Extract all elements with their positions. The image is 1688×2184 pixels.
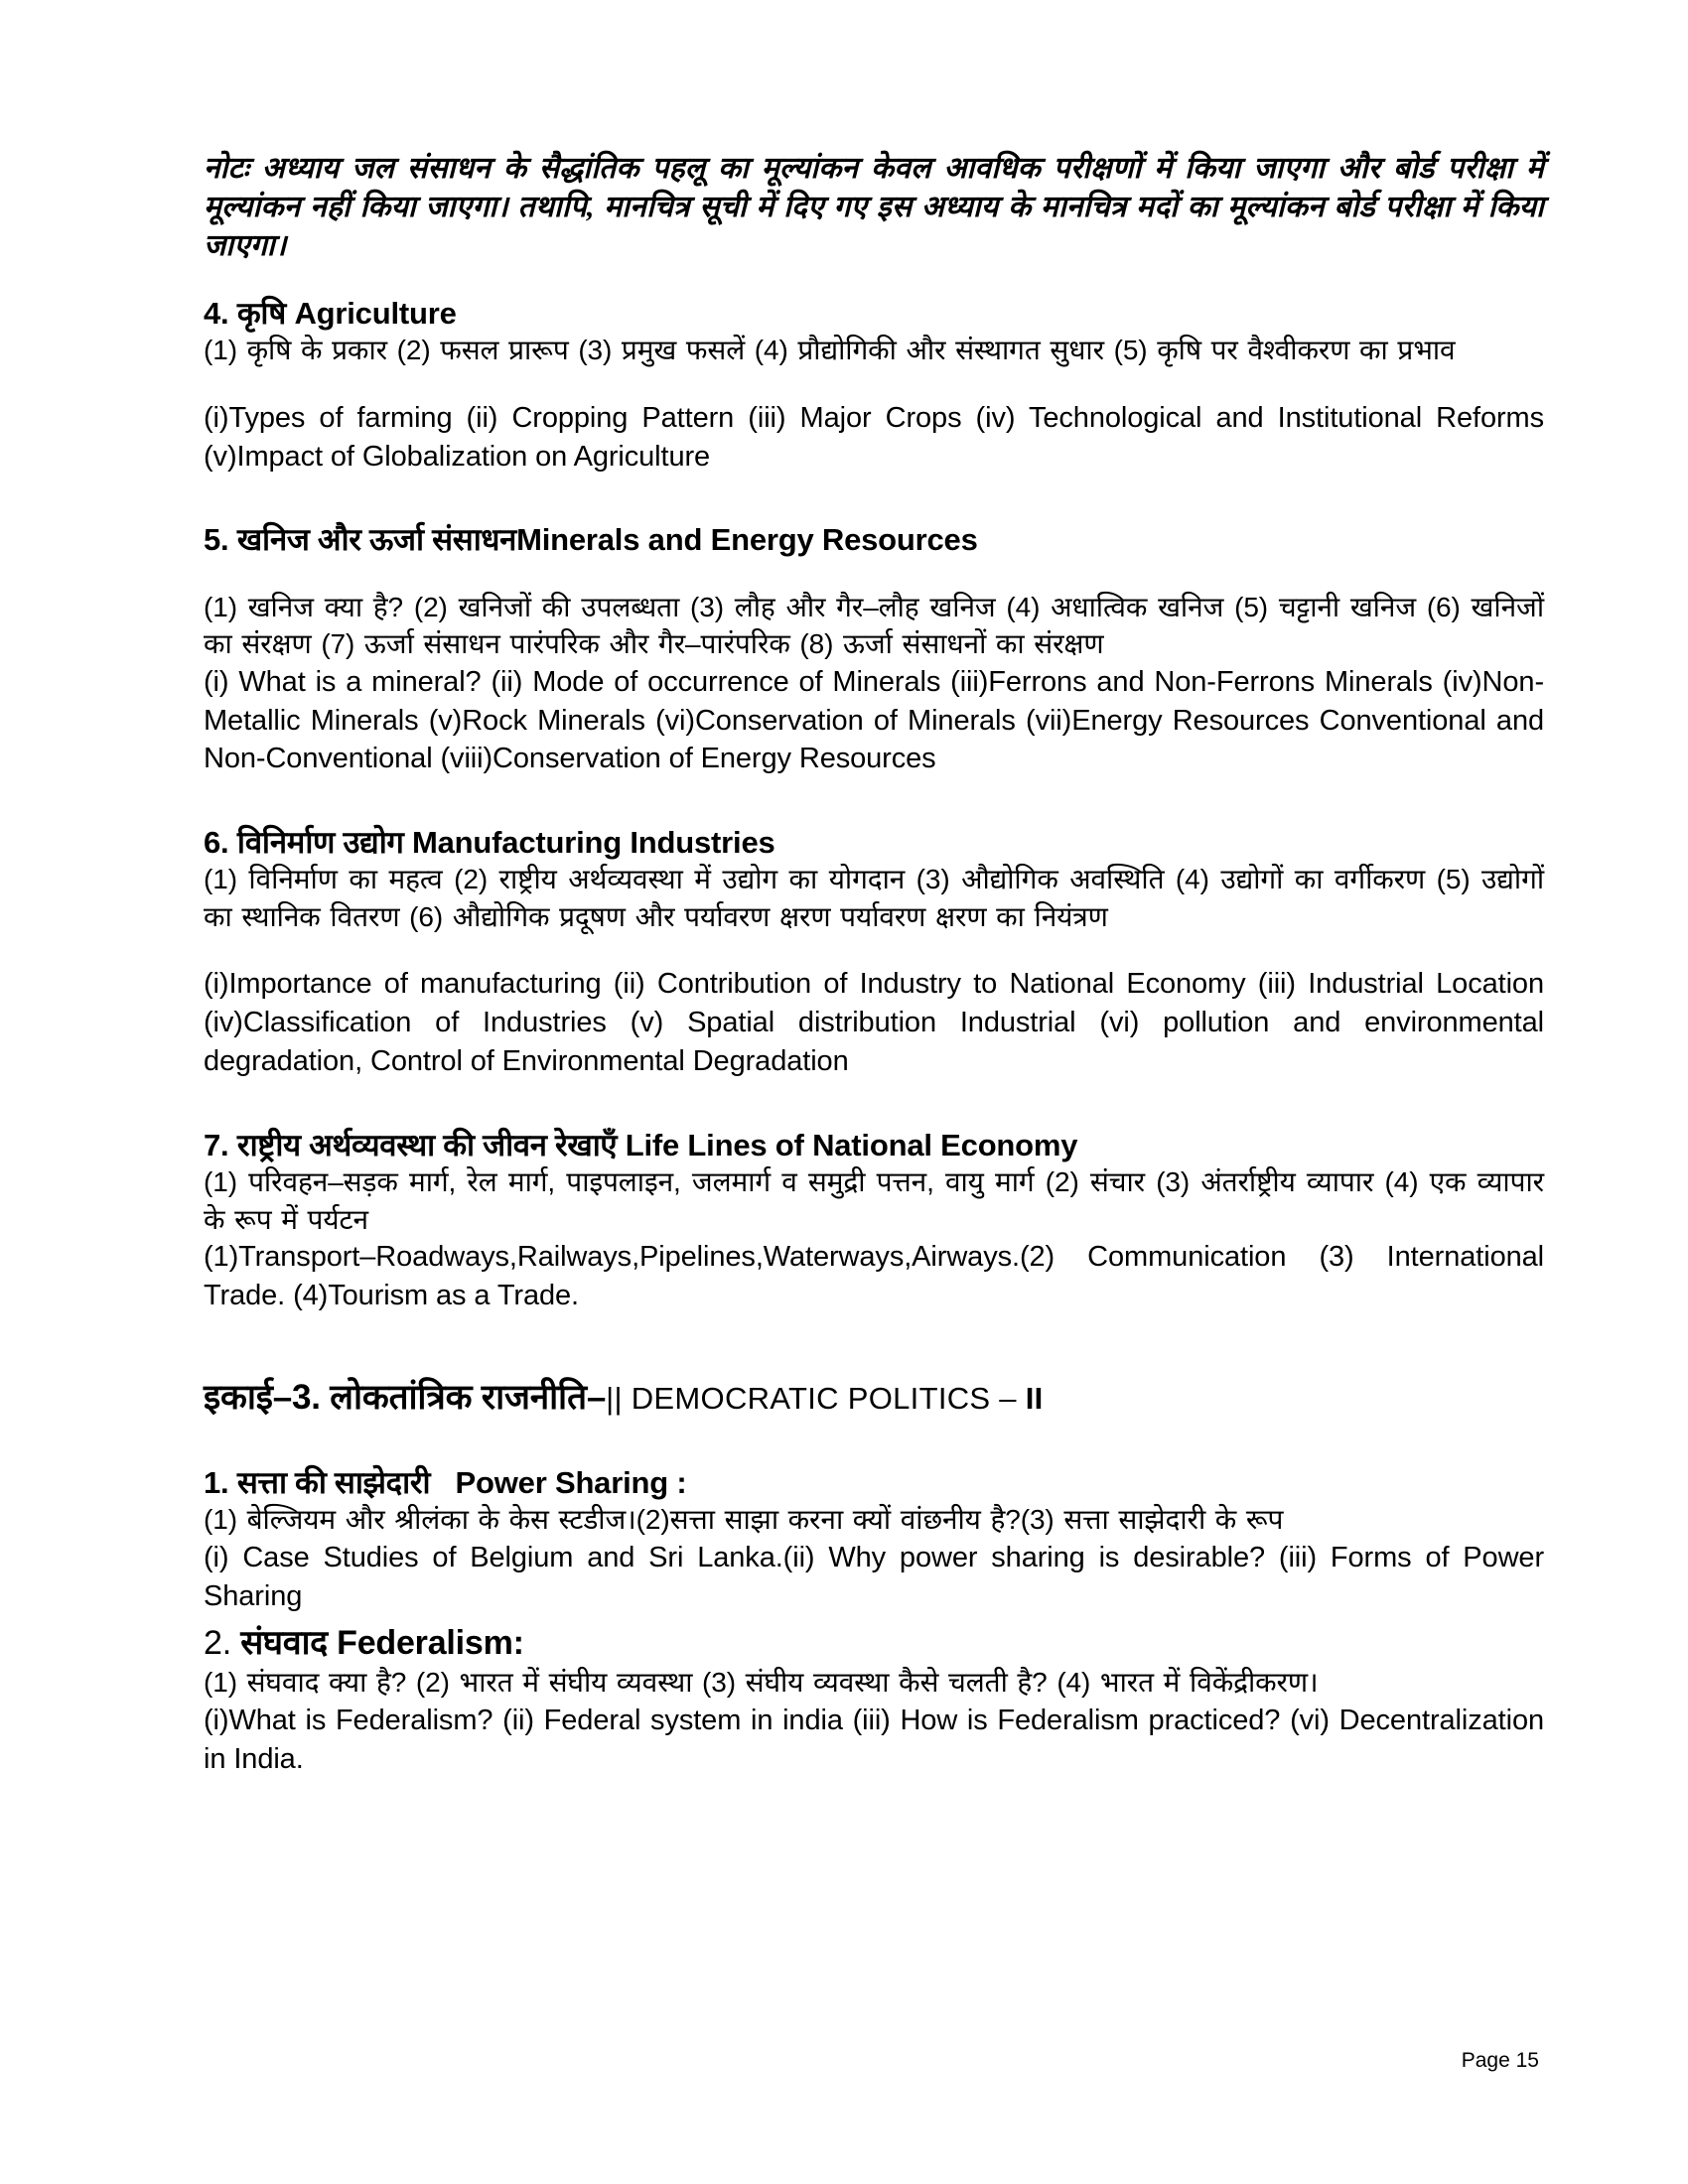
unit-section-2-number: 2. — [204, 1624, 231, 1663]
unit-3-heading — [204, 1377, 1544, 1419]
unit-section-1-hindi-body: (1) बेल्जियम और श्रीलंका के केस स्टडीज।(2)सत्ता साझा करना क्यों वांछनीय है?(3) सत्ता साझेदारी के रूप — [204, 1504, 1284, 1536]
section-6-heading — [204, 824, 1544, 861]
unit-3-numeral-hi: || — [606, 1380, 623, 1416]
section-7-hindi-body: (1) परिवहन–सड़क मार्ग, रेल मार्ग, पाइपलाइन, जलमार्ग व समुद्री पत्तन, वायु मार्ग (2) संचार (3) अंतर्राष्ट्रीय व्यापार (4) एक व्यापार के रूप में पर्यटन — [204, 1166, 1544, 1235]
section-6 — [204, 824, 1544, 1081]
unit-section-2-title-en: Federalism: — [337, 1624, 524, 1663]
section-4-number: 4. — [204, 296, 229, 331]
section-7-number: 7. — [204, 1128, 229, 1163]
unit-section-1 — [204, 1464, 1544, 1615]
unit-section-2 — [204, 1623, 1544, 1778]
section-7-heading — [204, 1127, 1544, 1163]
unit-section-1-english-body: (i) Case Studies of Belgium and Sri Lanka.(ii) Why power sharing is desirable? (iii) Forms of Power Sharing — [204, 1541, 1544, 1612]
section-6-english-body: (i)Importance of manufacturing (ii) Contribution of Industry to National Economy (iii) Industrial Location (iv)Classification of Industries (v) Spatial distribution Industrial (vi) pollution and environmental degradation, Control of Environmental Degradation — [204, 968, 1544, 1078]
section-5-hindi-body: (1) खनिज क्या है? (2) खनिजों की उपलब्धता (3) लौह और गैर–लौह खनिज (4) अधात्विक खनिज (5) चट्टानी खनिज (6) खनिजों का संरक्षण (7) ऊर्जा संसाधन पारंपरिक और गैर–पारंपरिक (8) ऊर्जा संसाधनों का संरक्षण — [204, 591, 1544, 660]
unit-3-numeral-en: II — [1025, 1380, 1044, 1416]
syllabus-note: नोटः अध्याय जल संसाधन के सैद्धांतिक पहलू का मूल्यांकन केवल आवधिक परीक्षणों में किया जाएगा और बोर्ड परीक्षा में मूल्यांकन नहीं किया जाएगा। तथापि, मानचित्र सूची में दिए गए इस अध्याय के मानचित्र मदों का मूल्यांकन बोर्ड परीक्षा में किया जाएगा। — [204, 152, 1544, 262]
section-7-title-en: Life Lines of National Economy — [625, 1128, 1078, 1163]
unit-section-1-number: 1. — [204, 1464, 229, 1500]
unit-3-title-en: DEMOCRATIC POLITICS – — [622, 1380, 1026, 1416]
section-4-heading — [204, 295, 1544, 332]
section-7-title-hi: राष्ट्रीय अर्थव्यवस्था की जीवन रेखाएँ — [236, 1128, 618, 1163]
unit-section-2-english-body: (i)What is Federalism? (ii) Federal system in india (iii) How is Federalism practiced? (vi) Decentralization in India. — [204, 1704, 1544, 1775]
section-6-number: 6. — [204, 825, 229, 861]
section-5-heading — [204, 521, 1544, 558]
section-5-title-hi: खनिज और ऊर्जा संसाधन — [236, 522, 517, 558]
section-6-title-en: Manufacturing Industries — [412, 825, 775, 861]
unit-section-1-title-hi: सत्ता की साझेदारी — [236, 1464, 431, 1500]
unit-section-2-title-hi: संघवाद — [240, 1624, 328, 1663]
section-7 — [204, 1127, 1544, 1315]
section-5 — [204, 521, 1544, 778]
section-5-number: 5. — [204, 522, 229, 558]
section-4 — [204, 295, 1544, 476]
section-5-title-en: Minerals and Energy Resources — [516, 522, 978, 558]
unit-section-1-title-en: Power Sharing : — [455, 1464, 687, 1500]
page-number-footer: Page 15 — [1461, 2049, 1539, 2072]
section-6-hindi-body: (1) विनिर्माण का महत्व (2) राष्ट्रीय अर्थव्यवस्था में उद्योग का योगदान (3) औद्योगिक अवस्थिति (4) उद्योगों का वर्गीकरण (5) उद्योगों का स्थानिक वितरण (6) औद्योगिक प्रदूषण और पर्यावरण क्षरण पर्यावरण क्षरण का नियंत्रण — [204, 864, 1544, 932]
section-7-english-body: (1)Transport–Roadways,Railways,Pipelines,Waterways,Airways.(2) Communication (3) International Trade. (4)Tourism as a Trade. — [204, 1241, 1544, 1312]
section-4-title-en: Agriculture — [294, 296, 457, 331]
section-6-title-hi: विनिर्माण उद्योग — [236, 825, 404, 861]
unit-3-title-hi: इकाई–3. लोकतांत्रिक राजनीति– — [204, 1377, 607, 1417]
section-5-english-body: (i) What is a mineral? (ii) Mode of occurrence of Minerals (iii)Ferrons and Non-Ferrons Minerals (iv)Non-Metallic Minerals (v)Rock Minerals (vi)Conservation of Minerals (vii)Energy Resources Conventional and Non-Conventional (viii)Conservation of Energy Resources — [204, 665, 1544, 775]
section-4-title-hi: कृषि — [236, 296, 287, 331]
section-4-english-body: (i)Types of farming (ii) Cropping Pattern (iii) Major Crops (iv) Technological and Institutional Reforms (v)Impact of Globalization on Agriculture — [204, 401, 1544, 473]
unit-section-2-hindi-body: (1) संघवाद क्या है? (2) भारत में संघीय व्यवस्था (3) संघीय व्यवस्था कैसे चलती है? (4) भारत में विकेंद्रीकरण। — [204, 1667, 1319, 1699]
section-4-hindi-body: (1) कृषि के प्रकार (2) फसल प्रारूप (3) प्रमुख फसलें (4) प्रौद्योगिकी और संस्थागत सुधार (5) कृषि पर वैश्वीकरण का प्रभाव — [204, 335, 1456, 366]
unit-section-1-heading — [204, 1464, 1544, 1501]
unit-section-2-heading — [204, 1623, 1544, 1664]
page-content — [204, 149, 1544, 1778]
